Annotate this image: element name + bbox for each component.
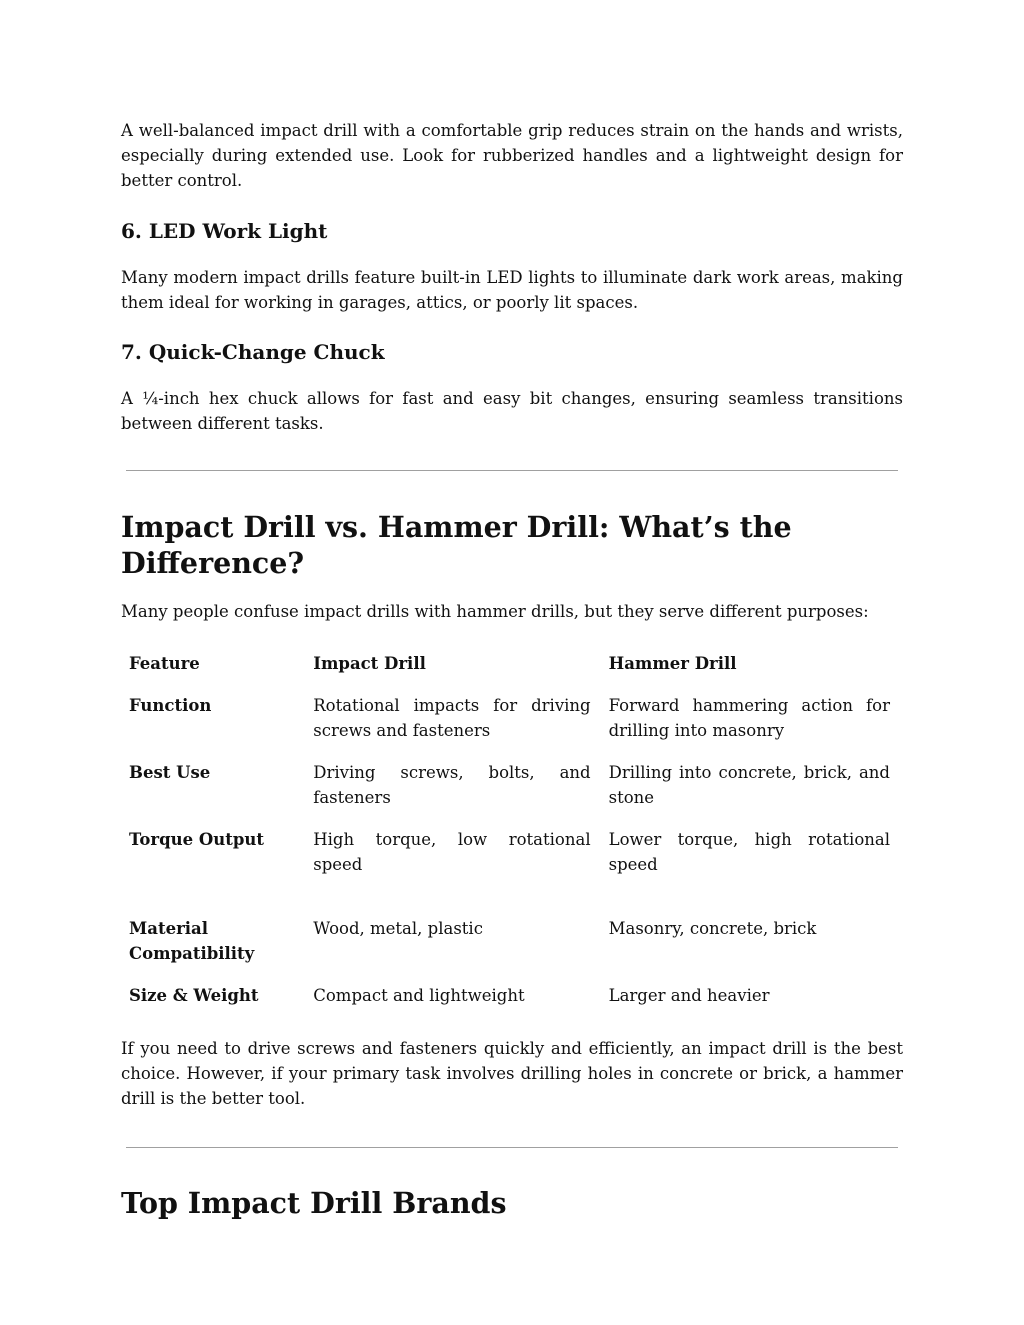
section-heading-quick-change-chuck: 7. Quick-Change Chuck xyxy=(121,340,385,364)
comparison-table xyxy=(121,651,903,1008)
table-row xyxy=(121,810,903,877)
table-cell-feature: Size & Weight xyxy=(129,986,259,1005)
comparison-conclusion-paragraph: If you need to drive screws and fasteners quickly and efficiently, an impact drill is the best choice. However, if your primary task involves drilling holes in concrete or brick, a hammer drill is the better tool. xyxy=(121,1039,903,1108)
table-header-cell: Hammer Drill xyxy=(608,654,737,673)
table-cell-impact-drill: Compact and lightweight xyxy=(313,986,525,1005)
table-cell-impact-drill: High torque, low rotational speed xyxy=(313,830,591,874)
table-header-cell: Impact Drill xyxy=(313,654,426,673)
section-heading-led-work-light: 6. LED Work Light xyxy=(121,219,328,243)
table-cell-feature: Material Compatibility xyxy=(129,919,255,963)
quick-change-chuck-paragraph: A ¼-inch hex chuck allows for fast and easy bit changes, ensuring seamless transitions between different tasks. xyxy=(121,389,903,433)
table-row xyxy=(121,966,903,1008)
table-cell-hammer-drill: Lower torque, high rotational speed xyxy=(608,830,890,874)
table-cell-feature: Torque Output xyxy=(129,830,265,849)
table-cell-feature: Best Use xyxy=(129,763,211,782)
comparison-intro-paragraph: Many people confuse impact drills with hammer drills, but they serve different purposes: xyxy=(121,602,869,621)
table-cell-impact-drill: Driving screws, bolts, and fasteners xyxy=(313,763,591,807)
table-header-row xyxy=(121,651,903,676)
table-cell-impact-drill: Rotational impacts for driving screws and fasteners xyxy=(313,696,591,740)
table-header-cell: Feature xyxy=(129,654,200,673)
comparison-heading: Impact Drill vs. Hammer Drill: What’s the Difference? xyxy=(121,510,792,580)
table-cell-impact-drill: Wood, metal, plastic xyxy=(313,919,483,938)
brands-heading: Top Impact Drill Brands xyxy=(121,1186,507,1220)
grip-paragraph: A well-balanced impact drill with a comfortable grip reduces strain on the hands and wrists, especially during extended use. Look for rubberized handles and a lightweight design for better control. xyxy=(121,121,903,190)
table-cell-hammer-drill: Larger and heavier xyxy=(608,986,770,1005)
table-cell-feature: Function xyxy=(129,696,212,715)
table-row xyxy=(121,743,903,810)
table-row xyxy=(121,676,903,743)
table-row xyxy=(121,877,903,966)
table-cell-hammer-drill: Forward hammering action for drilling into masonry xyxy=(608,696,890,740)
led-work-light-paragraph: Many modern impact drills feature built-in LED lights to illuminate dark work areas, making them ideal for working in garages, attics, or poorly lit spaces. xyxy=(121,268,903,312)
section-divider xyxy=(126,470,898,471)
table-cell-hammer-drill: Drilling into concrete, brick, and stone xyxy=(608,763,890,807)
document-page xyxy=(121,118,903,1221)
table-cell-hammer-drill: Masonry, concrete, brick xyxy=(608,919,817,938)
section-divider xyxy=(126,1147,898,1148)
